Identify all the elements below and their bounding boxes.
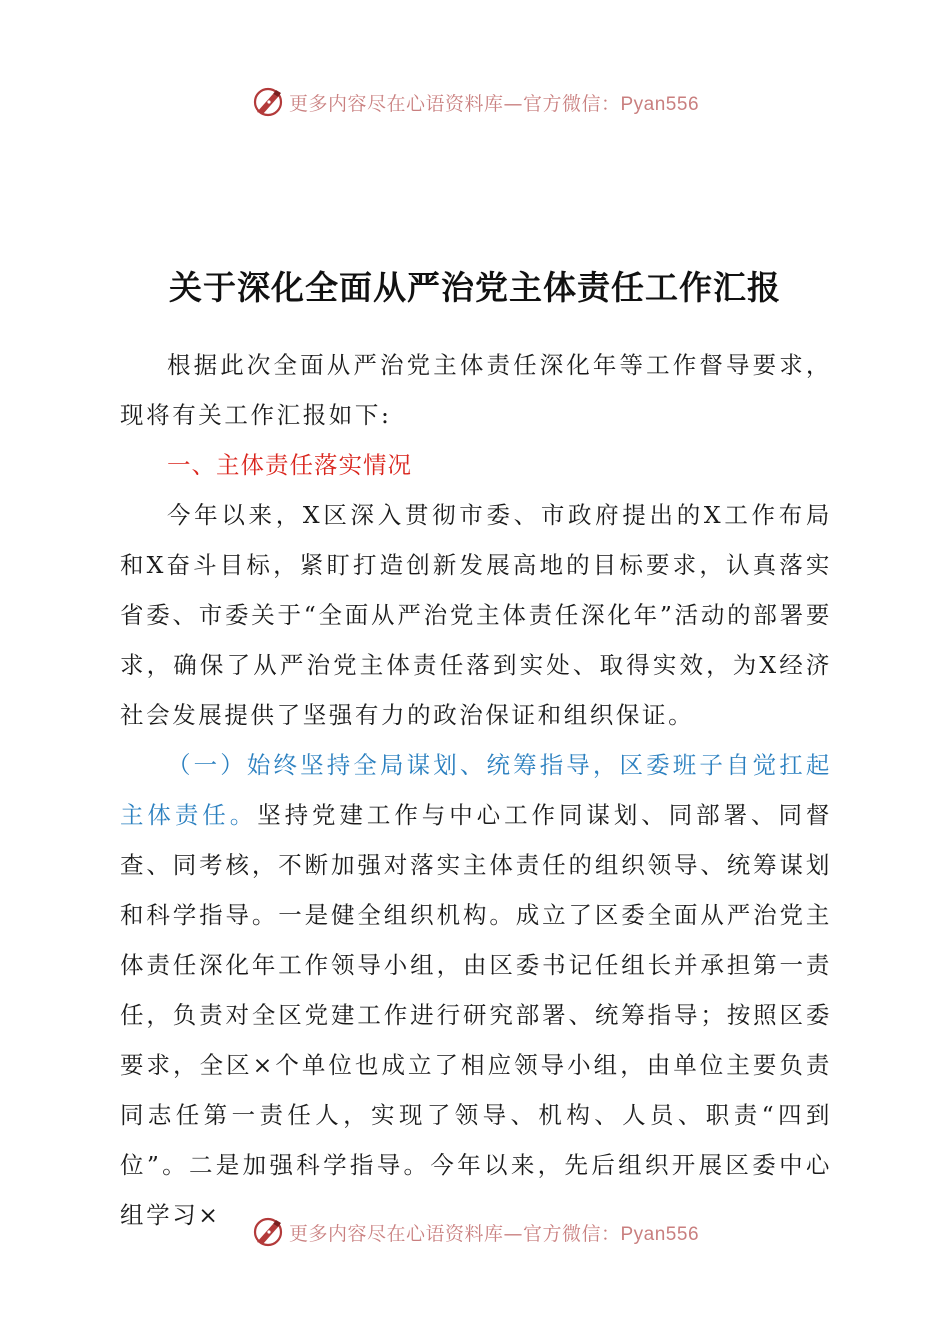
watermark-label: 更多内容尽在心语资料库—官方微信：: [288, 1222, 621, 1245]
pen-nib-icon: [251, 85, 285, 119]
watermark-label: 更多内容尽在心语资料库—官方微信：: [288, 92, 621, 115]
section-heading: 一、主体责任落实情况: [167, 451, 412, 479]
section-paragraph: 今年以来，X区深入贯彻市委、市政府提出的X工作布局和X奋斗目标，紧盯打造创新发展高地的目标要求，认真落实省委、市委关于“全面从严治党主体责任深化年”活动的部署要求，确保了从严治党主体责任落到实处、取得实效，为X经济社会发展提供了坚强有力的政治保证和组织保证。: [120, 501, 832, 729]
watermark-footer: [0, 1212, 950, 1252]
subsection-body: 坚持党建工作与中心工作同谋划、同部署、同督查、同考核，不断加强对落实主体责任的组织领导、统筹谋划和科学指导。一是健全组织机构。成立了区委全面从严治党主体责任深化年工作领导小组，由区委书记任组长并承担第一责任，负责对全区党建工作进行研究部署、统筹指导；按照区委要求，全区×个单位也成立了相应领导小组，由单位主要负责同志任第一责任人，实现了领导、机构、人员、职责“四到位”。二是加强科学指导。今年以来，先后组织开展区委中心组学习×: [120, 801, 832, 1229]
subsection-heading: （一）始终坚持全局谋划、统筹指导，区委班子自觉扛起主体责任。: [120, 751, 832, 829]
subsection-paragraph: [120, 740, 832, 1240]
watermark-text: [289, 89, 699, 116]
document-body: [120, 340, 832, 1240]
watermark-header: [0, 82, 950, 122]
watermark-text: [289, 1219, 699, 1246]
watermark-wechat-id: Pyan556: [620, 1223, 700, 1245]
watermark-wechat-id: Pyan556: [620, 93, 700, 115]
intro-paragraph: 根据此次全面从严治党主体责任深化年等工作督导要求，现将有关工作汇报如下:: [120, 351, 832, 429]
page-title: 关于深化全面从严治党主体责任工作汇报: [169, 268, 781, 307]
pen-nib-icon: [251, 1215, 285, 1249]
